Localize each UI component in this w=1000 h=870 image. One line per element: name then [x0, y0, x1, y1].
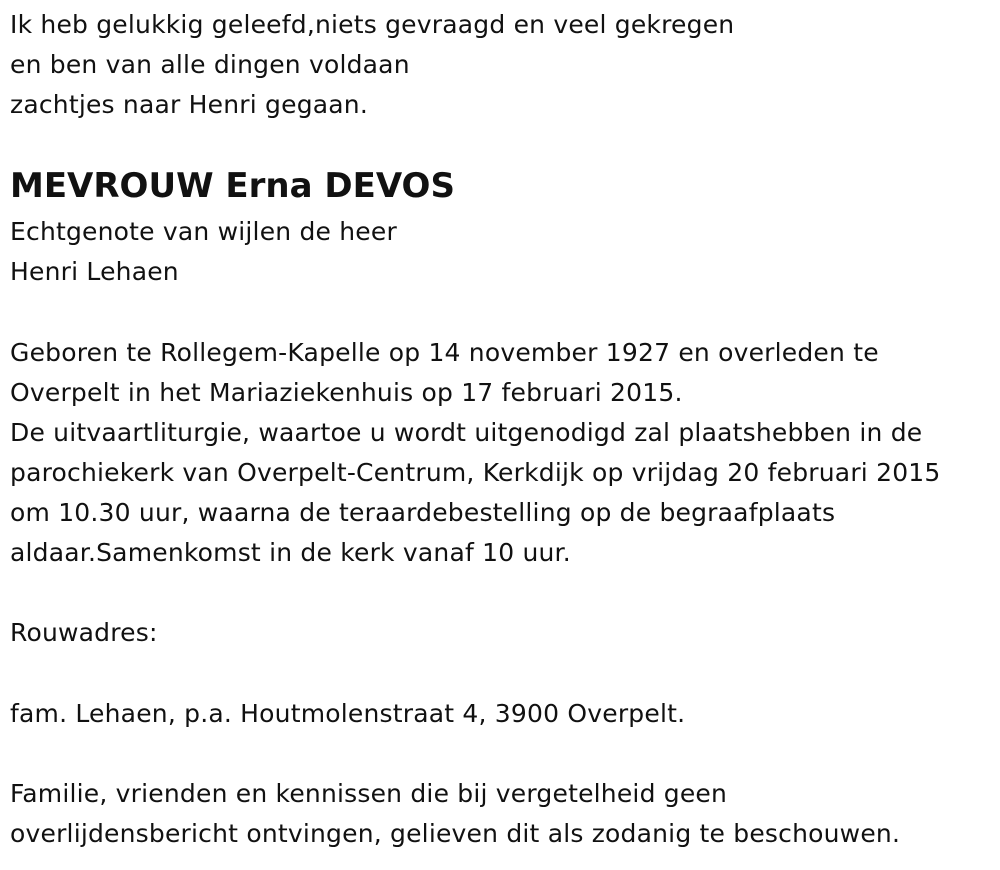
relation-line: Henri Lehaen	[10, 257, 179, 286]
verse-line: en ben van alle dingen voldaan	[10, 50, 410, 79]
announcement-line: Geboren te Rollegem-Kapelle op 14 november 1927 en overleden te	[10, 338, 879, 367]
deceased-name: MEVROUW Erna DEVOS	[10, 166, 455, 206]
announcement-line: aldaar.Samenkomst in de kerk vanaf 10 uur.	[10, 538, 571, 567]
relation-line: Echtgenote van wijlen de heer	[10, 217, 397, 246]
verse-line: Ik heb gelukkig geleefd,niets gevraagd en veel gekregen	[10, 10, 735, 39]
announcement-line: Overpelt in het Mariaziekenhuis op 17 februari 2015.	[10, 378, 683, 407]
verse-line: zachtjes naar Henri gegaan.	[10, 90, 368, 119]
mourning-address: fam. Lehaen, p.a. Houtmolenstraat 4, 3900 Overpelt.	[10, 699, 686, 728]
funeral-announcement	[10, 333, 941, 573]
closing-line: Familie, vrienden en kennissen die bij vergetelheid geen	[10, 779, 728, 808]
closing-note	[10, 774, 900, 854]
announcement-line: om 10.30 uur, waarna de teraardebestelling op de begraafplaats	[10, 498, 836, 527]
announcement-line: parochiekerk van Overpelt-Centrum, Kerkdijk op vrijdag 20 februari 2015	[10, 458, 941, 487]
relation-block	[10, 212, 397, 292]
announcement-line: De uitvaartliturgie, waartoe u wordt uitgenodigd zal plaatshebben in de	[10, 418, 923, 447]
address-label: Rouwadres:	[10, 618, 158, 647]
closing-line: overlijdensbericht ontvingen, gelieven dit als zodanig te beschouwen.	[10, 819, 901, 848]
memorial-verse	[10, 5, 734, 125]
